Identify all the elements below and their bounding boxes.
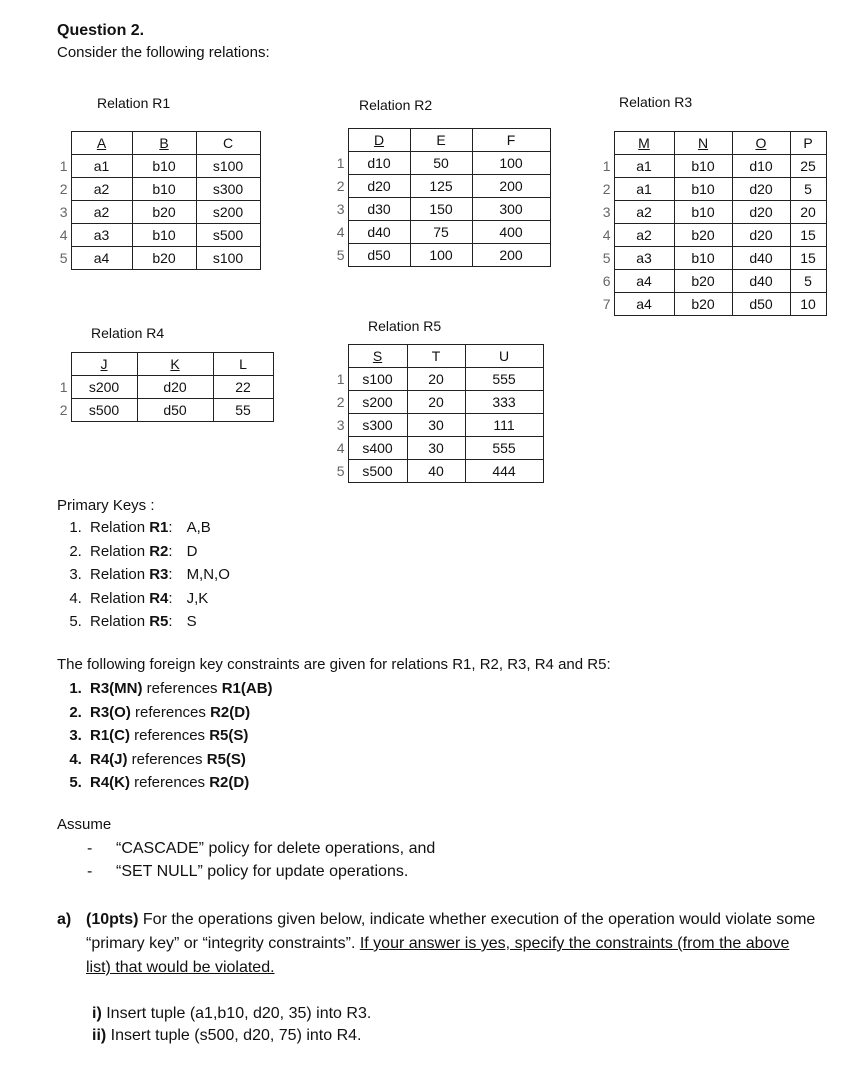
table-cell: 25 xyxy=(790,155,826,178)
relation-r4-title: Relation R4 xyxy=(91,325,165,341)
table-cell: 75 xyxy=(410,221,472,244)
table-row xyxy=(594,293,826,316)
row-number: 1 xyxy=(51,155,71,178)
table-cell: 200 xyxy=(472,175,550,198)
relation-r3-table xyxy=(594,131,827,316)
table-cell: 555 xyxy=(465,368,543,391)
table-cell: s300 xyxy=(348,414,407,437)
table-cell: d20 xyxy=(348,175,410,198)
table-row xyxy=(51,247,260,270)
column-header: S xyxy=(348,345,407,368)
table-cell: a4 xyxy=(614,270,674,293)
primary-key-item: 4. Relation R4: J,K xyxy=(86,587,230,611)
table-row xyxy=(328,414,543,437)
table-cell: a2 xyxy=(71,178,132,201)
relation-r3-title: Relation R3 xyxy=(619,94,693,110)
column-header: K xyxy=(137,353,213,376)
table-row xyxy=(594,178,826,201)
row-number: 1 xyxy=(328,368,348,391)
table-cell: 555 xyxy=(465,437,543,460)
row-number: 3 xyxy=(328,198,348,221)
table-cell: d10 xyxy=(732,155,790,178)
row-number: 5 xyxy=(328,460,348,483)
row-number: 4 xyxy=(328,437,348,460)
table-row xyxy=(51,155,260,178)
table-cell: b10 xyxy=(674,247,732,270)
part-a-text: For the operations given below, indicate whether execution of the operation would violate some “primary key” or “integrity constraints”. xyxy=(86,911,816,952)
table-cell: a4 xyxy=(614,293,674,316)
row-number: 1 xyxy=(51,376,71,399)
table-cell: 100 xyxy=(472,152,550,175)
foreign-key-item: 1. R3(MN) references R1(AB) xyxy=(86,677,273,701)
table-row xyxy=(51,399,273,422)
column-header: P xyxy=(790,132,826,155)
table-row xyxy=(594,247,826,270)
foreign-key-item: 2. R3(O) references R2(D) xyxy=(86,701,273,725)
column-header: C xyxy=(196,132,260,155)
table-row xyxy=(328,152,550,175)
column-header: L xyxy=(213,353,273,376)
table-cell: 125 xyxy=(410,175,472,198)
row-number: 3 xyxy=(328,414,348,437)
question-subtitle: Consider the following relations: xyxy=(57,44,270,61)
table-cell: 55 xyxy=(213,399,273,422)
table-cell: 30 xyxy=(407,414,465,437)
table-cell: b10 xyxy=(132,224,196,247)
table-row xyxy=(594,201,826,224)
primary-key-item: 3. Relation R3: M,N,O xyxy=(86,563,230,587)
table-cell: a2 xyxy=(614,201,674,224)
table-cell: d20 xyxy=(732,224,790,247)
table-cell: s300 xyxy=(196,178,260,201)
table-cell: d50 xyxy=(732,293,790,316)
row-number: 2 xyxy=(51,178,71,201)
foreign-key-item: 3. R1(C) references R5(S) xyxy=(86,724,273,748)
table-cell: 40 xyxy=(407,460,465,483)
row-number: 5 xyxy=(594,247,614,270)
table-row xyxy=(594,270,826,293)
relation-r2-table xyxy=(328,128,551,267)
table-cell: s200 xyxy=(196,201,260,224)
subitem-ii: ii) Insert tuple (s500, d20, 75) into R4. xyxy=(92,1027,362,1044)
column-header: M xyxy=(614,132,674,155)
table-cell: d20 xyxy=(137,376,213,399)
table-row xyxy=(328,391,543,414)
row-number: 1 xyxy=(594,155,614,178)
table-row xyxy=(328,460,543,483)
table-cell: s100 xyxy=(196,155,260,178)
table-cell: a1 xyxy=(71,155,132,178)
column-header: D xyxy=(348,129,410,152)
table-cell: 10 xyxy=(790,293,826,316)
table-cell: s400 xyxy=(348,437,407,460)
table-cell: 20 xyxy=(790,201,826,224)
column-header: E xyxy=(410,129,472,152)
relation-r2-title: Relation R2 xyxy=(359,97,433,113)
table-row xyxy=(51,376,273,399)
table-cell: d50 xyxy=(348,244,410,267)
row-number: 4 xyxy=(328,221,348,244)
table-cell: d40 xyxy=(732,270,790,293)
row-number: 7 xyxy=(594,293,614,316)
table-cell: 200 xyxy=(472,244,550,267)
row-number: 2 xyxy=(51,399,71,422)
row-number: 6 xyxy=(594,270,614,293)
table-cell: 15 xyxy=(790,224,826,247)
table-cell: 15 xyxy=(790,247,826,270)
table-cell: s500 xyxy=(71,399,137,422)
assume-item-cascade: “CASCADE” policy for delete operations, and xyxy=(116,840,436,857)
table-cell: 111 xyxy=(465,414,543,437)
relation-r4-table xyxy=(51,352,274,422)
table-cell: b20 xyxy=(674,270,732,293)
row-number-header xyxy=(51,353,71,376)
relation-r1-table xyxy=(51,131,261,270)
table-cell: d10 xyxy=(348,152,410,175)
table-cell: a1 xyxy=(614,178,674,201)
table-cell: a3 xyxy=(614,247,674,270)
table-cell: a1 xyxy=(614,155,674,178)
table-cell: 300 xyxy=(472,198,550,221)
table-cell: b10 xyxy=(132,178,196,201)
table-cell: s200 xyxy=(71,376,137,399)
row-number-header xyxy=(328,129,348,152)
table-cell: s500 xyxy=(348,460,407,483)
part-a-subitems xyxy=(92,1003,371,1047)
table-cell: b10 xyxy=(674,201,732,224)
part-a-label: a) xyxy=(57,911,72,928)
table-row xyxy=(328,221,550,244)
table-cell: a3 xyxy=(71,224,132,247)
table-cell: d40 xyxy=(732,247,790,270)
table-row xyxy=(328,244,550,267)
table-cell: b10 xyxy=(674,178,732,201)
table-cell: a4 xyxy=(71,247,132,270)
row-number: 5 xyxy=(328,244,348,267)
row-number: 4 xyxy=(594,224,614,247)
column-header: T xyxy=(407,345,465,368)
part-a-points: (10pts) xyxy=(86,911,139,928)
relation-r5-table xyxy=(328,344,544,483)
table-cell: b20 xyxy=(132,201,196,224)
table-row xyxy=(328,198,550,221)
foreign-key-item: 4. R4(J) references R5(S) xyxy=(86,748,273,772)
column-header: U xyxy=(465,345,543,368)
table-cell: 150 xyxy=(410,198,472,221)
primary-key-item: 1. Relation R1: A,B xyxy=(86,516,230,540)
row-number: 5 xyxy=(51,247,71,270)
table-cell: a2 xyxy=(614,224,674,247)
table-row xyxy=(328,368,543,391)
table-cell: b10 xyxy=(674,155,732,178)
table-cell: b10 xyxy=(132,155,196,178)
table-cell: d20 xyxy=(732,201,790,224)
row-number: 2 xyxy=(328,175,348,198)
column-header: A xyxy=(71,132,132,155)
table-row xyxy=(51,224,260,247)
table-row xyxy=(51,201,260,224)
row-number-header xyxy=(328,345,348,368)
table-row xyxy=(328,175,550,198)
row-number-header xyxy=(51,132,71,155)
table-cell: 400 xyxy=(472,221,550,244)
primary-keys-list xyxy=(58,516,230,634)
table-cell: 100 xyxy=(410,244,472,267)
table-cell: d50 xyxy=(137,399,213,422)
part-a-question xyxy=(57,908,817,980)
table-cell: d40 xyxy=(348,221,410,244)
foreign-keys-list xyxy=(58,677,273,795)
column-header: N xyxy=(674,132,732,155)
table-cell: 20 xyxy=(407,391,465,414)
primary-keys-heading: Primary Keys : xyxy=(57,497,155,514)
table-cell: s500 xyxy=(196,224,260,247)
column-header: B xyxy=(132,132,196,155)
table-cell: d20 xyxy=(732,178,790,201)
table-cell: 20 xyxy=(407,368,465,391)
row-number: 2 xyxy=(328,391,348,414)
column-header: O xyxy=(732,132,790,155)
assume-dash: - xyxy=(87,863,93,880)
table-cell: s100 xyxy=(196,247,260,270)
relation-r5-title: Relation R5 xyxy=(368,318,442,334)
assume-heading: Assume xyxy=(57,816,112,833)
row-number: 2 xyxy=(594,178,614,201)
primary-key-item: 5. Relation R5: S xyxy=(86,610,230,634)
table-cell: d30 xyxy=(348,198,410,221)
table-cell: s200 xyxy=(348,391,407,414)
assume-dash: - xyxy=(87,840,93,857)
table-row xyxy=(594,224,826,247)
table-row xyxy=(594,155,826,178)
part-a-underlined: If your answer is yes, specify the constraints (from the above list) that would be violated. xyxy=(86,935,790,976)
foreign-key-item: 5. R4(K) references R2(D) xyxy=(86,771,273,795)
table-row xyxy=(328,437,543,460)
table-cell: 333 xyxy=(465,391,543,414)
primary-key-item: 2. Relation R2: D xyxy=(86,540,230,564)
question-title: Question 2. xyxy=(57,22,145,39)
table-cell: 5 xyxy=(790,178,826,201)
column-header: J xyxy=(71,353,137,376)
table-row xyxy=(51,178,260,201)
row-number: 3 xyxy=(51,201,71,224)
row-number: 1 xyxy=(328,152,348,175)
table-cell: b20 xyxy=(674,293,732,316)
table-cell: b20 xyxy=(132,247,196,270)
subitem-i: i) Insert tuple (a1,b10, d20, 35) into R3. xyxy=(92,1005,372,1022)
row-number: 3 xyxy=(594,201,614,224)
foreign-keys-intro: The following foreign key constraints are given for relations R1, R2, R3, R4 and R5: xyxy=(57,656,611,673)
relation-r1-title: Relation R1 xyxy=(97,95,171,111)
table-cell: a2 xyxy=(71,201,132,224)
table-cell: s100 xyxy=(348,368,407,391)
row-number: 4 xyxy=(51,224,71,247)
row-number-header xyxy=(594,132,614,155)
table-cell: 50 xyxy=(410,152,472,175)
assume-item-set-null: “SET NULL” policy for update operations. xyxy=(116,863,409,880)
table-cell: 30 xyxy=(407,437,465,460)
table-cell: 22 xyxy=(213,376,273,399)
table-cell: b20 xyxy=(674,224,732,247)
column-header: F xyxy=(472,129,550,152)
table-cell: 5 xyxy=(790,270,826,293)
table-cell: 444 xyxy=(465,460,543,483)
